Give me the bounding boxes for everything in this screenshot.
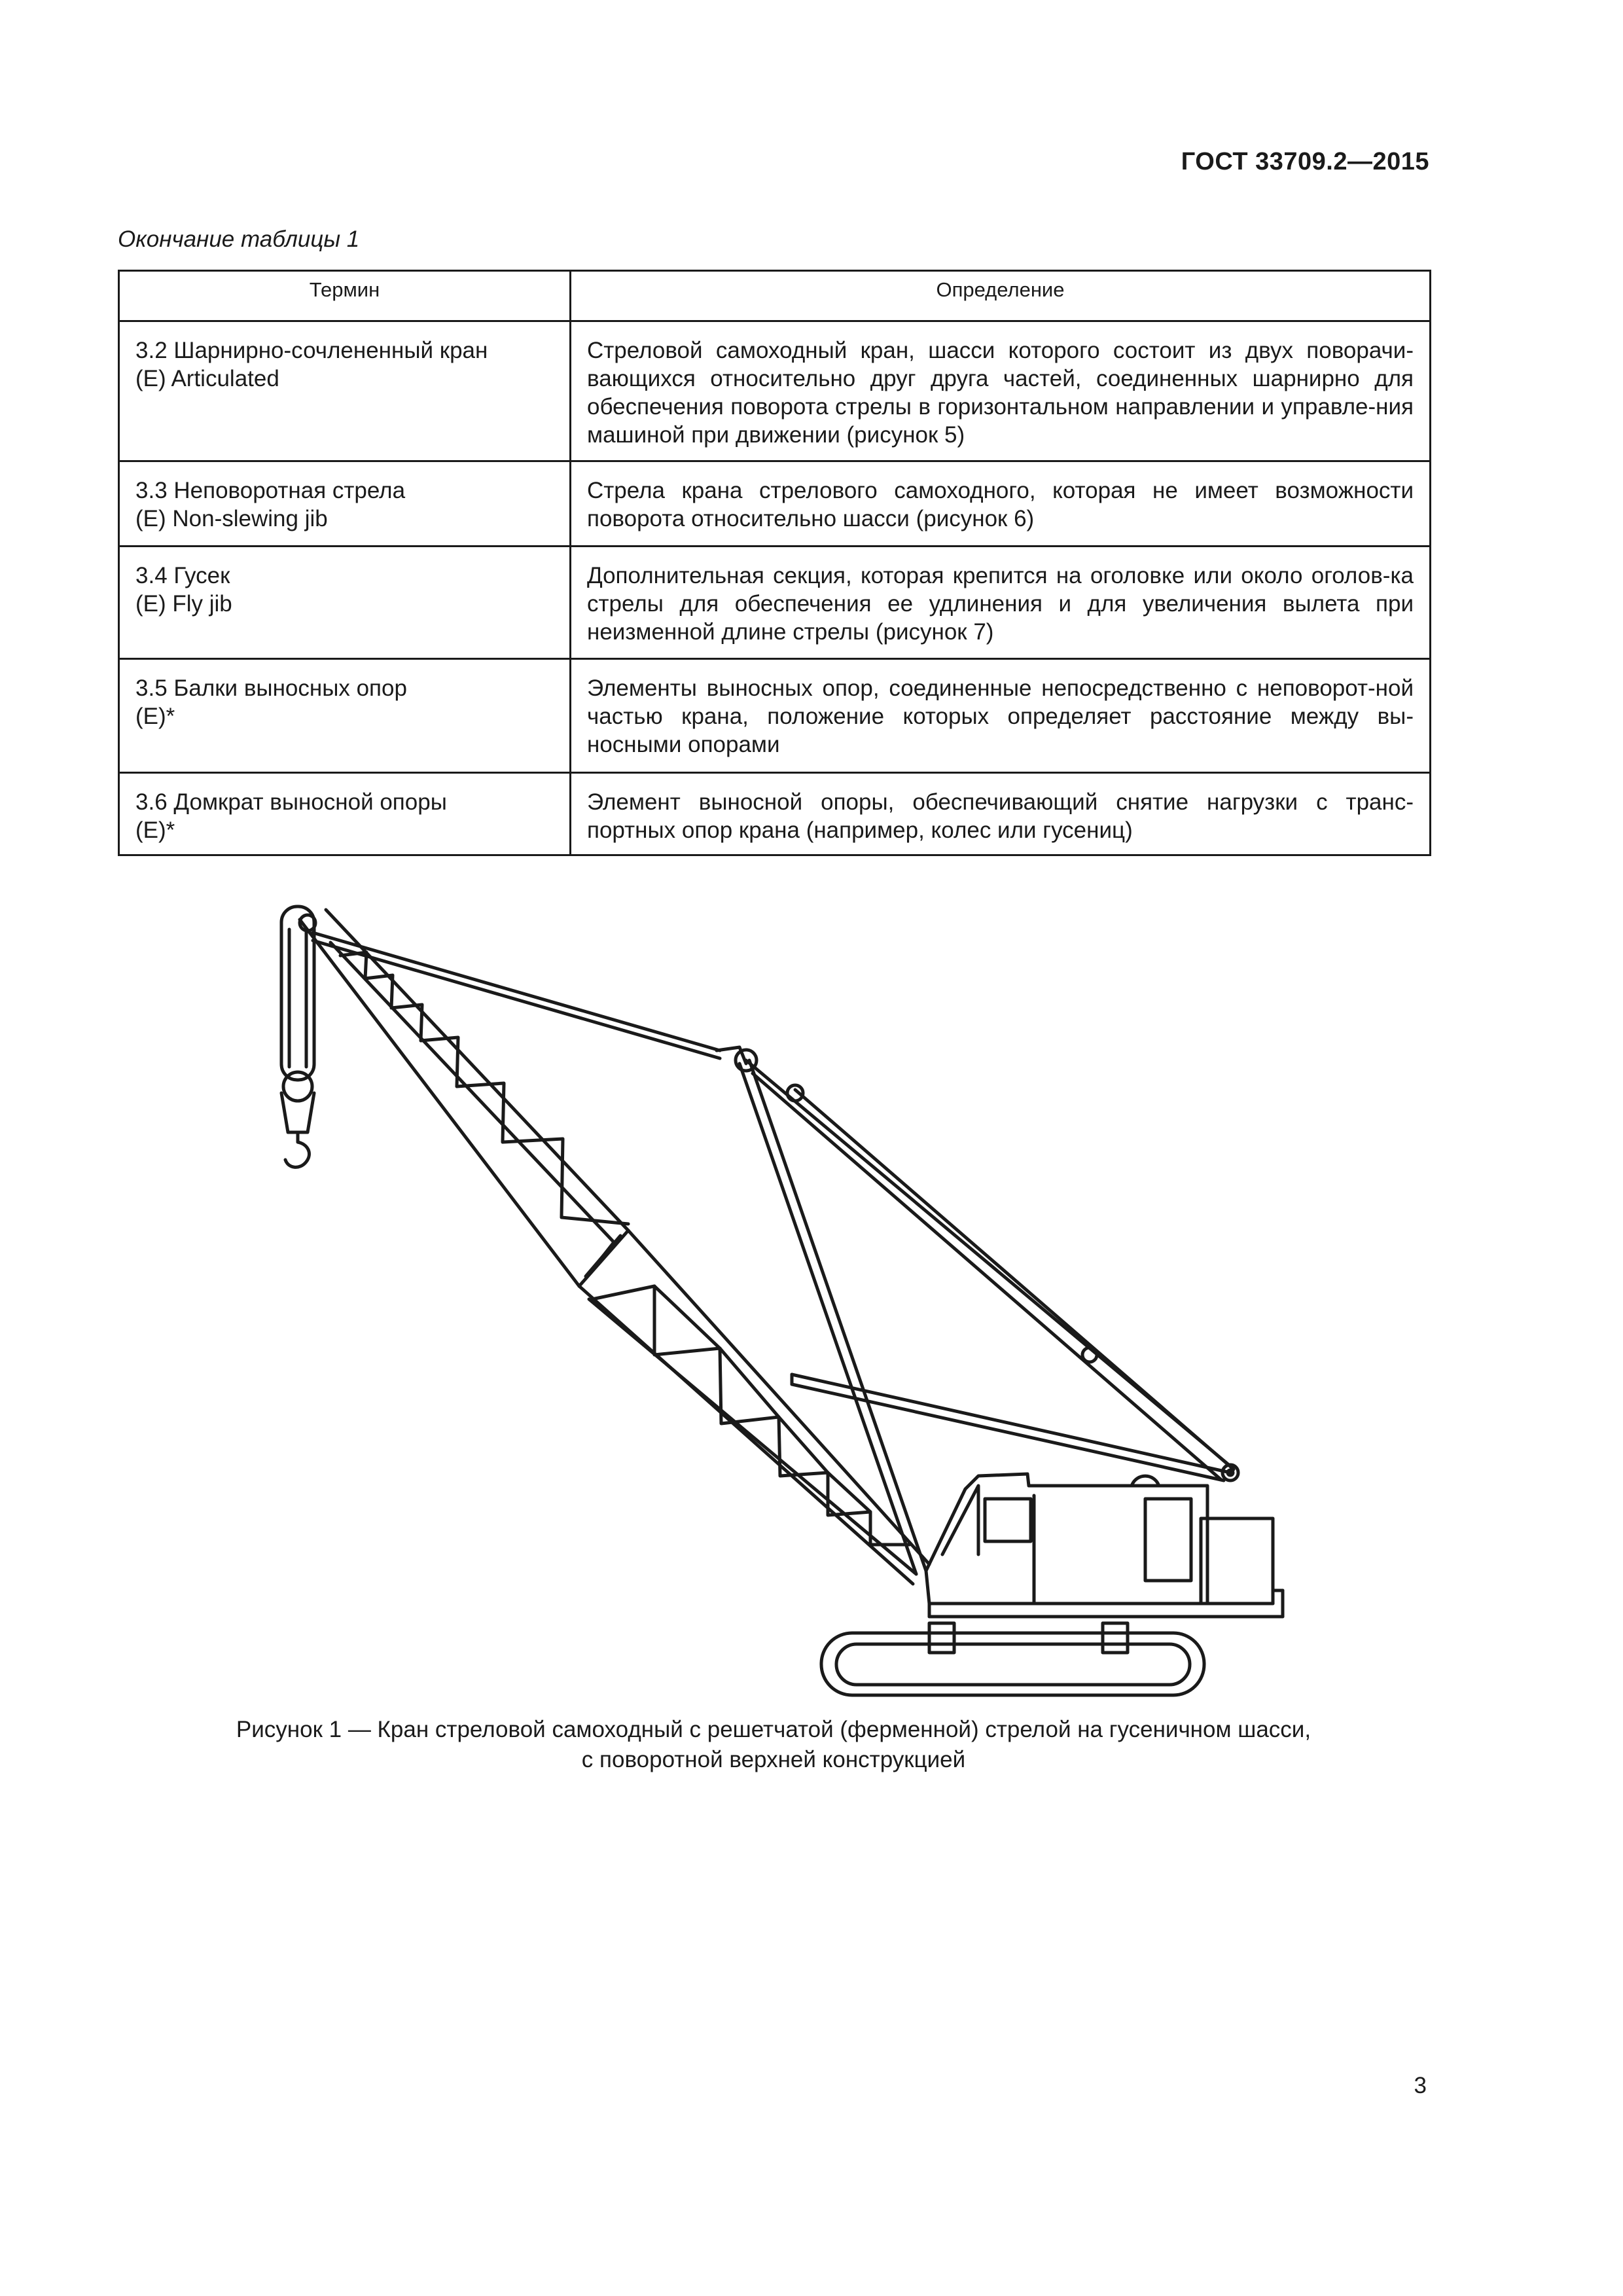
page-number: 3 <box>1414 2073 1427 2098</box>
hook-block <box>281 906 314 1167</box>
term-cell <box>119 461 571 547</box>
term-cell <box>119 547 571 659</box>
definition-cell: Элементы выносных опор, соединенные непосредственно с неповорот-ной частью крана, положение которых определяет расстояние между вы-носными опорами <box>571 659 1431 773</box>
term-cell <box>119 773 571 855</box>
lattice-boom <box>300 910 929 1584</box>
table-row <box>119 321 1431 461</box>
column-header-term: Термин <box>119 271 571 321</box>
term-cell <box>119 659 571 773</box>
table-row <box>119 773 1431 855</box>
table-header-row <box>119 271 1431 321</box>
term-name: 3.5 Балки выносных опор <box>135 675 407 701</box>
term-english: (E) Articulated <box>135 366 279 391</box>
table-row <box>119 659 1431 773</box>
terms-table <box>118 270 1431 856</box>
term-name: 3.2 Шарнирно-сочлененный кран <box>135 338 488 363</box>
table-caption: Окончание таблицы 1 <box>118 226 360 252</box>
figure-caption-line: с поворотной верхней конструкцией <box>581 1747 966 1772</box>
table-row <box>119 461 1431 547</box>
definition-cell: Элемент выносной опоры, обеспечивающий снятие нагрузки с транс-портных опор крана (например, колес или гусениц) <box>571 773 1431 855</box>
figure-caption <box>118 1715 1429 1775</box>
table-row <box>119 547 1431 659</box>
definition-cell: Стреловой самоходный кран, шасси которого состоит из двух поворачи-вающихся относительно друг друга частей, соединенных шарнирно для обеспечения поворота стрелы в горизонтальном направлении и управле-ния машиной при движении (рисунок 5) <box>571 321 1431 461</box>
definition-cell: Стрела крана стрелового самоходного, которая не имеет возможности поворота относительно шасси (рисунок 6) <box>571 461 1431 547</box>
column-header-definition: Определение <box>571 271 1431 321</box>
term-name: 3.4 Гусек <box>135 563 230 588</box>
term-cell <box>119 321 571 461</box>
crawler-crane-drawing <box>262 897 1296 1708</box>
definition-cell: Дополнительная секция, которая крепится на оголовке или около оголов-ка стрелы для обеспечения ее удлинения и для увеличения вылета при неизменной длине стрелы (рисунок 7) <box>571 547 1431 659</box>
figure-caption-line: Рисунок 1 — Кран стреловой самоходный с решетчатой (ферменной) стрелой на гусеничном шасси, <box>236 1717 1311 1742</box>
hoist-rope <box>313 933 720 1058</box>
term-english: (E)* <box>135 704 175 729</box>
term-english: (E) Non-slewing jib <box>135 506 328 531</box>
crawler-track <box>821 1623 1204 1695</box>
standard-code: ГОСТ 33709.2—2015 <box>1181 148 1429 175</box>
boom-strut <box>792 1374 1230 1480</box>
term-name: 3.3 Неповоротная стрела <box>135 478 406 503</box>
superstructure <box>926 1474 1283 1617</box>
term-english: (E) Fly jib <box>135 591 232 617</box>
term-name: 3.6 Домкрат выносной опоры <box>135 789 447 815</box>
term-english: (E)* <box>135 817 175 843</box>
